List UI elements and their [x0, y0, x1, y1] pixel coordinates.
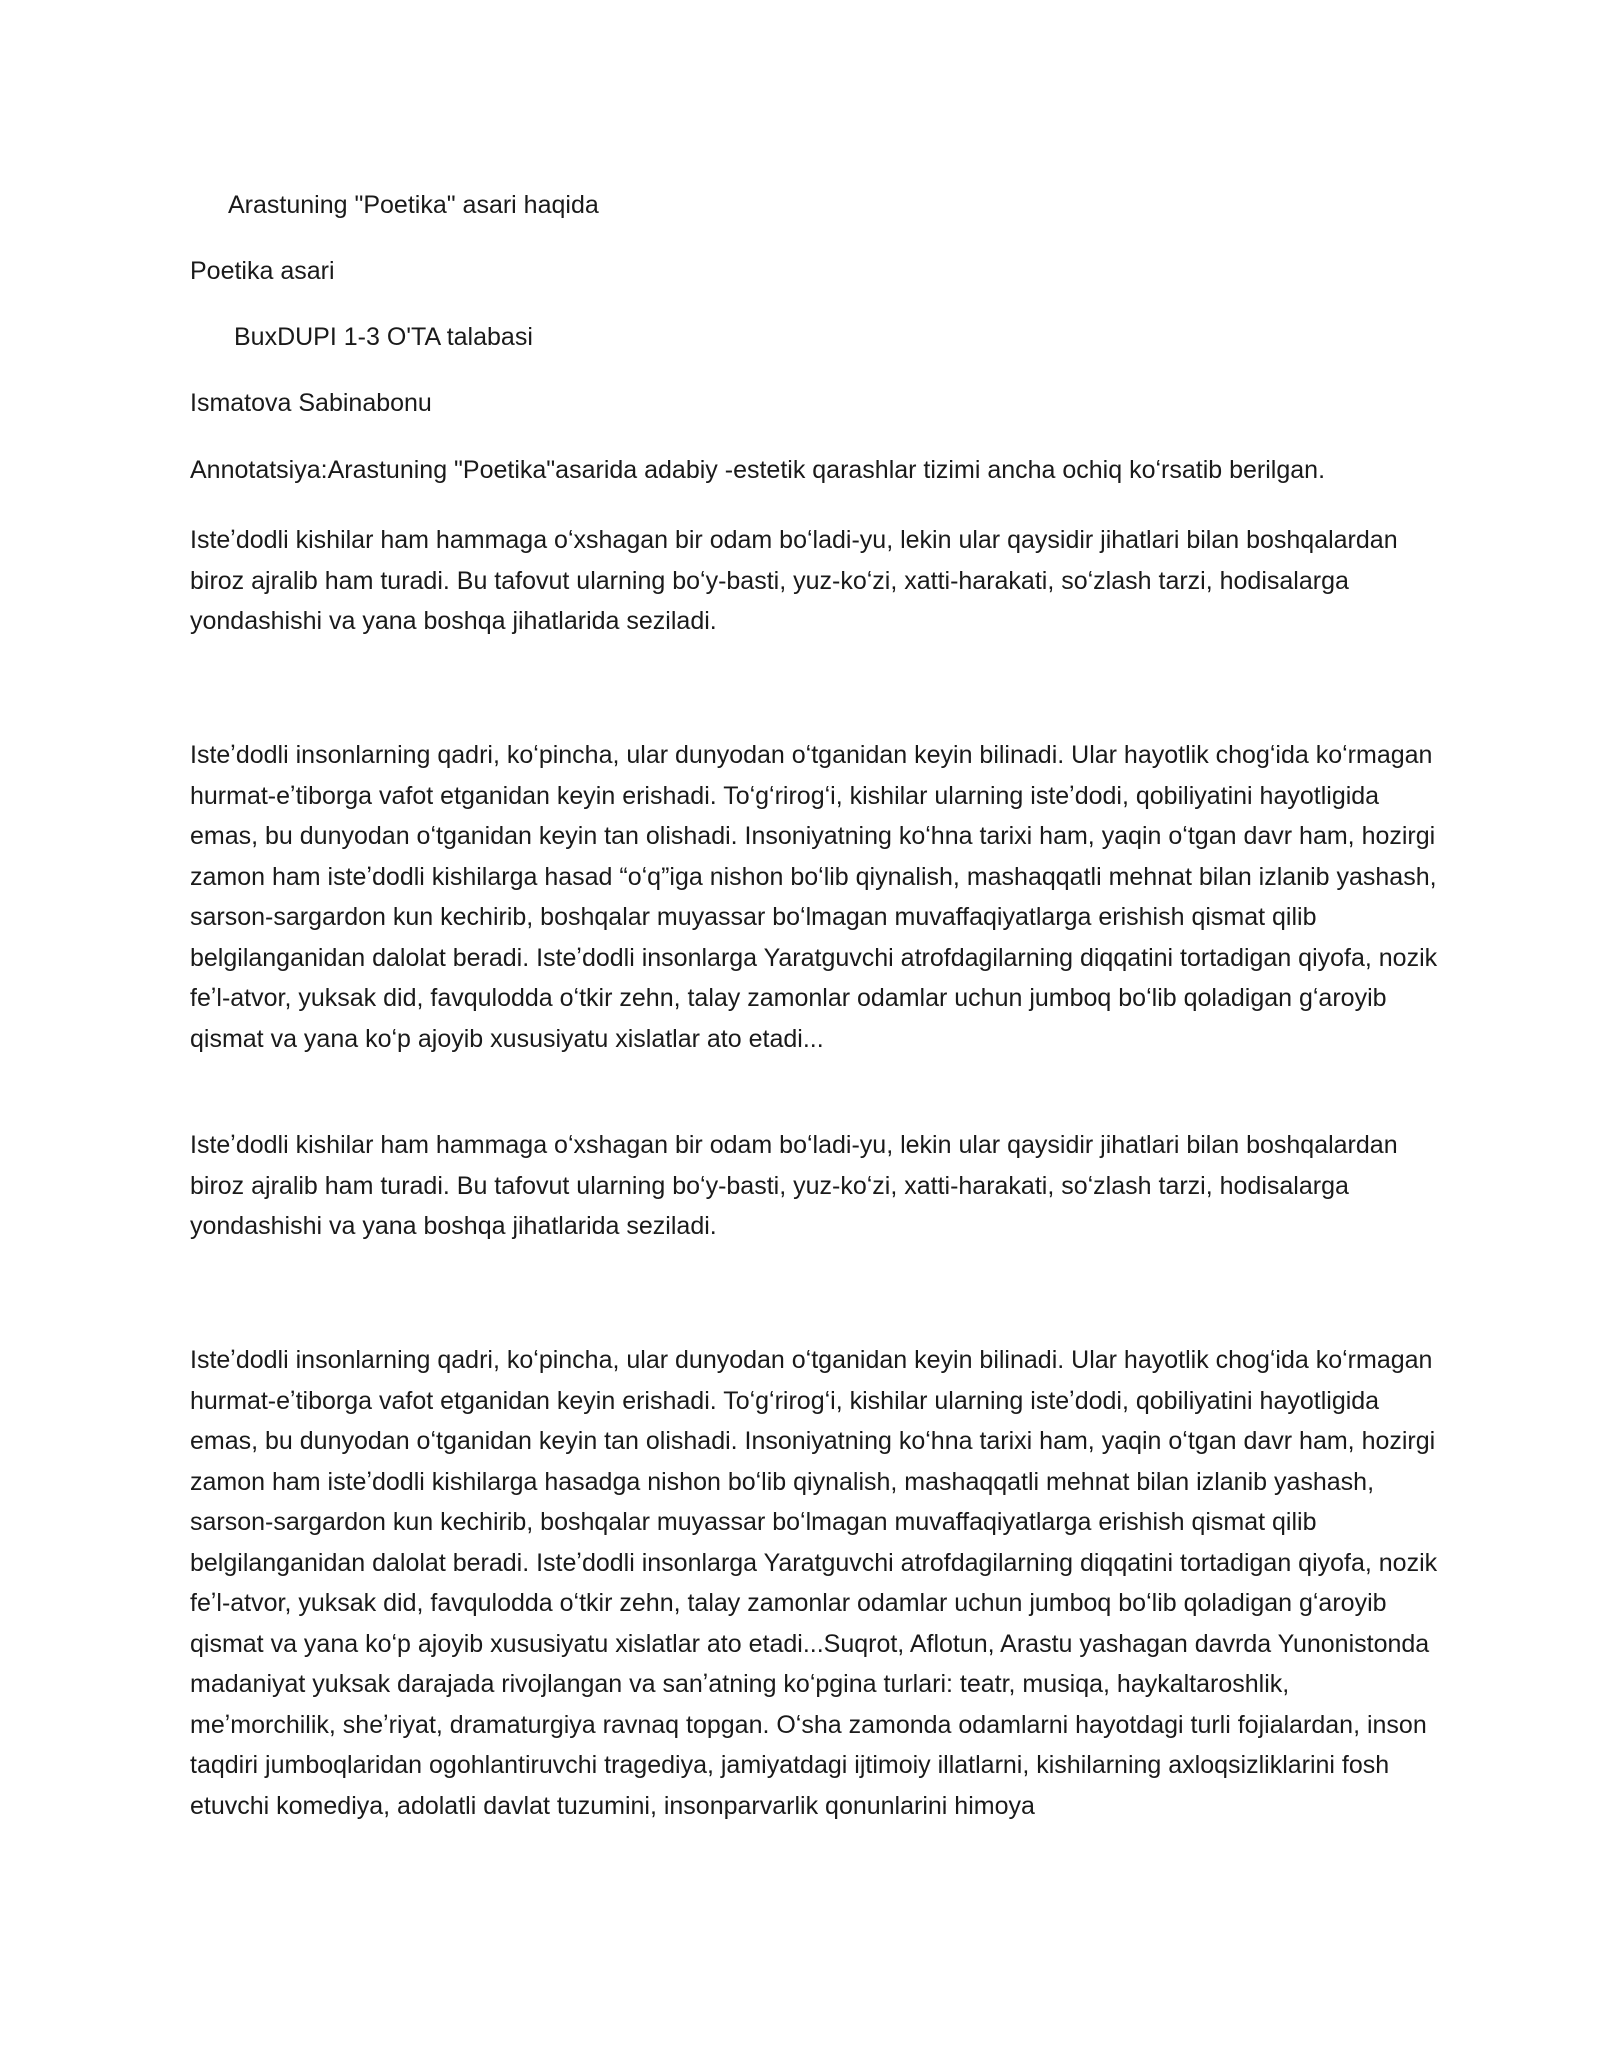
body-paragraph-4 [190, 1340, 1440, 1826]
body-paragraph-3 [190, 1125, 1440, 1247]
annotation-text: Annotatsiya:Arastuning "Poetika"asarida adabiy -estetik qarashlar tizimi ancha ochiq koʻrsatib berilgan. [190, 456, 1326, 484]
paragraph-text: Isteʼdodli insonlarning qadri, koʻpincha, ular dunyodan oʻtganidan keyin bilinadi. Ular hayotlik chogʻida koʻrmagan hurmat-eʼtiborga vafot etganidan keyin erishadi. Toʻgʻrirogʻi, kishilar ularning isteʼdodi, qobiliyatini hayotligida emas, bu dunyodan oʻtganidan keyin tan olishadi. Insoniyatning koʻhna tarixi ham, yaqin oʻtgan davr ham, hozirgi zamon ham isteʼdodli kishilarga hasadga nishon boʻlib qiynalish, mashaqqatli mehnat bilan izlanib yashash, sarson-sargardon kun kechirib, boshqalar muyassar boʻlmagan muvaffaqiyatlarga erishish qismat qilib belgilanganidan dalolat beradi. Isteʼdodli insonlarga Yaratguvchi atrofdagilarning diqqatini tortadigan qiyofa, nozik feʼl-atvor, yuksak did, favqulodda oʻtkir zehn, talay zamonlar odamlar uchun jumboq boʻlib qoladigan gʻaroyib qismat va yana koʻp ajoyib xususiyatu xislatlar ato etadi...Suqrot, Aflotun, Arastu yashagan davrda Yunonistonda madaniyat yuksak darajada rivojlangan va sanʼatning koʻpgina turlari: teatr, musiqa, haykaltaroshlik, meʼmorchilik, sheʼriyat, dramaturgiya ravnaq topgan. Oʻsha zamonda odamlarni hayotdagi turli fojialardan, inson taqdiri jumboqlaridan ogohlantiruvchi tragediya, jamiyatdagi ijtimoiy illatlarni, kishilarning axloqsizliklarini fosh etuvchi komediya, adolatli davlat tuzumini, insonparvarlik qonunlarini himoya [190, 1346, 1438, 1820]
paragraph-text: Isteʼdodli kishilar ham hammaga oʻxshagan bir odam boʻladi-yu, lekin ular qaysidir jihatlari bilan boshqalardan biroz ajralib ham turadi. Bu tafovut ularning boʻy-basti, yuz-koʻzi, xatti-harakati, soʻzlash tarzi, hodisalarga yondashishi va yana boshqa jihatlarida seziladi. [190, 1131, 1398, 1240]
author-affiliation: BuxDUPI 1-3 O'TA talabasi [234, 323, 533, 351]
document-subheading: Poetika asari [190, 257, 335, 285]
paragraph-text: Isteʼdodli insonlarning qadri, koʻpincha, ular dunyodan oʻtganidan keyin bilinadi. Ular hayotlik chogʻida koʻrmagan hurmat-eʼtiborga vafot etganidan keyin erishadi. Toʻgʻrirogʻi, kishilar ularning isteʼdodi, qobiliyatini hayotligida emas, bu dunyodan oʻtganidan keyin tan olishadi. Insoniyatning koʻhna tarixi ham, yaqin oʻtgan davr ham, hozirgi zamon ham isteʼdodli kishilarga hasad “oʻq”iga nishon boʻlib qiynalish, mashaqqatli mehnat bilan izlanib yashash, sarson-sargardon kun kechirib, boshqalar muyassar boʻlmagan muvaffaqiyatlarga erishish qismat qilib belgilanganidan dalolat beradi. Isteʼdodli insonlarga Yaratguvchi atrofdagilarning diqqatini tortadigan qiyofa, nozik feʼl-atvor, yuksak did, favqulodda oʻtkir zehn, talay zamonlar odamlar uchun jumboq boʻlib qoladigan gʻaroyib qismat va yana koʻp ajoyib xususiyatu xislatlar ato etadi... [190, 741, 1438, 1053]
paragraph-text: Isteʼdodli kishilar ham hammaga oʻxshagan bir odam boʻladi-yu, lekin ular qaysidir jihatlari bilan boshqalardan biroz ajralib ham turadi. Bu tafovut ularning boʻy-basti, yuz-koʻzi, xatti-harakati, soʻzlash tarzi, hodisalarga yondashishi va yana boshqa jihatlarida seziladi. [190, 526, 1398, 635]
body-paragraph-1 [190, 520, 1440, 642]
body-paragraph-2 [190, 735, 1440, 1059]
document-heading: Arastuning "Poetika" asari haqida [228, 191, 599, 219]
author-name: Ismatova Sabinabonu [190, 389, 432, 417]
